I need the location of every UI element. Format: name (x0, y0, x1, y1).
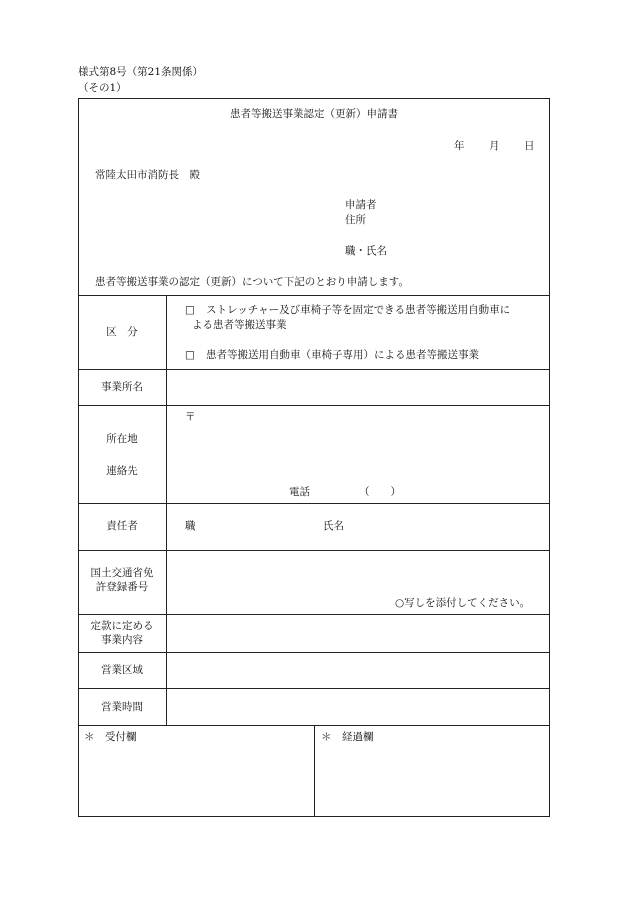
manager-title-label: 職 (185, 520, 196, 532)
applicant-label: 申請者 (345, 199, 377, 211)
label-column-divider (166, 295, 167, 725)
category-label: 区 分 (106, 326, 138, 338)
progress-label: ＊ 経過欄 (321, 731, 374, 743)
hours-label: 営業時間 (101, 701, 143, 713)
divider (78, 550, 550, 551)
phone-area-code: （ ） (359, 486, 401, 498)
option1-checkbox[interactable]: □ (185, 304, 195, 316)
option2-text: 患者等搬送用自動車（車椅子専用）による患者等搬送事業 (206, 349, 479, 361)
reception-label: ＊ 受付欄 (84, 731, 137, 743)
option1-text: ストレッチャー及び車椅子等を固定できる患者等搬送用自動車に (206, 304, 511, 316)
location-label: 所在地 (106, 433, 138, 445)
divider (78, 614, 550, 615)
divider (78, 503, 550, 504)
applicant-name: 職・氏名 (345, 245, 387, 257)
option2-checkbox[interactable]: □ (185, 349, 195, 361)
postal-mark: 〒 (185, 411, 196, 423)
divider (78, 369, 550, 370)
addressee: 常陸太田市消防長 殿 (95, 169, 200, 181)
option1-text-cont: よる患者等搬送事業 (192, 319, 287, 331)
business-label: 定款に定める (90, 620, 154, 632)
form-number: 様式第8号（第21条関係） (78, 66, 204, 78)
business-label-cont: 事業内容 (101, 634, 143, 646)
date-day: 日 (524, 140, 535, 152)
divider (78, 652, 550, 653)
form-sub: （その1） (78, 82, 127, 94)
form-title: 患者等搬送事業認定（更新）申請書 (230, 108, 398, 120)
manager-name-label: 氏名 (323, 520, 344, 532)
divider (78, 688, 550, 689)
license-label-cont: 許登録番号 (95, 581, 149, 593)
statement: 患者等搬送事業の認定（更新）について下記のとおり申請します。 (95, 276, 409, 288)
divider (78, 405, 550, 406)
license-label: 国土交通省免 (90, 567, 154, 579)
date-year: 年 (454, 140, 465, 152)
divider (78, 295, 550, 296)
license-note: ○写しを添付してください。 (395, 597, 531, 609)
phone-label: 電話 (289, 486, 310, 498)
manager-label: 責任者 (106, 520, 138, 532)
date-month: 月 (489, 140, 500, 152)
contact-label: 連絡先 (106, 465, 138, 477)
applicant-address: 住所 (345, 214, 366, 226)
area-label: 営業区域 (101, 664, 143, 676)
bottom-column-divider (314, 725, 315, 817)
office-name-label: 事業所名 (101, 381, 143, 393)
